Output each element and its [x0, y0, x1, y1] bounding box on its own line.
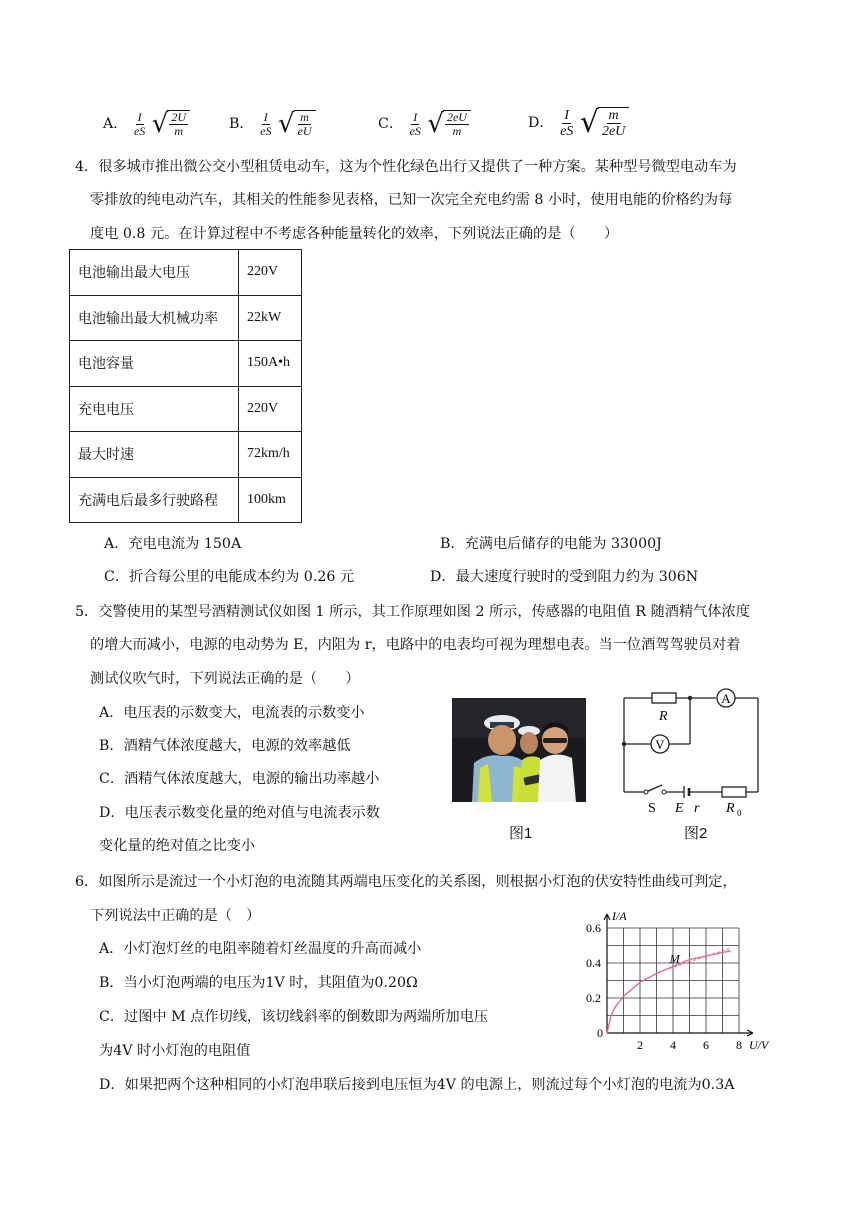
frac-num: I	[263, 109, 268, 124]
table-key: 充电电压	[70, 386, 239, 432]
rad-num: m	[300, 110, 309, 124]
q5-option-d: D．电压表示数变化量的绝对值与电流表示数	[99, 805, 380, 821]
option-label: A．	[103, 116, 128, 132]
q6-option-b: B．当小灯泡两端的电压为1V 时，其阻值为0.20Ω	[99, 975, 418, 991]
axes	[604, 914, 753, 1036]
frac-den: eS	[260, 123, 272, 138]
r0-subscript: 0	[737, 808, 742, 818]
point-m-label: M	[669, 951, 680, 966]
frac-den: eS	[409, 123, 421, 138]
table-key: 充满电后最多行驶路程	[70, 477, 239, 523]
resistor-r0	[722, 787, 746, 797]
q6-option-d: D．如果把两个这种相同的小灯泡串联后接到电压恒为4V 的电源上，则流过每个小灯泡的电流为0.3A	[99, 1077, 735, 1093]
sqrt-expr: √ $\frac{m}{eU}$	[278, 110, 316, 138]
fraction	[132, 111, 147, 138]
q4-option-a: A．充电电流为 150A	[104, 536, 242, 552]
x-tick-label: 8	[736, 1038, 742, 1052]
option-label: D．	[528, 115, 554, 131]
q5-option-d-cont: 变化量的绝对值之比变小	[99, 838, 256, 854]
q5-option-b: B．酒精气体浓度越大，电源的效率越低	[99, 738, 351, 754]
y-tick-label: 0.6	[586, 921, 601, 935]
y-tick-label: 0.2	[586, 991, 601, 1005]
frac-num: I	[564, 107, 570, 123]
origin-label: 0	[597, 1026, 603, 1040]
frac-num: I	[413, 109, 418, 124]
q3-option-c	[378, 110, 471, 138]
q6-option-c: C．过图中 M 点作切线，该切线斜率的倒数即为两端所加电压	[99, 1009, 489, 1025]
resistor-r	[652, 693, 676, 703]
table-value: 22kW	[239, 295, 302, 341]
y-tick-label: 0.4	[586, 956, 601, 970]
table-key: 最大时速	[70, 432, 239, 478]
frac-num: I	[137, 109, 142, 124]
fig1-caption: 图1	[509, 825, 533, 842]
ammeter-label: A	[721, 691, 731, 706]
breathalyzer-photo	[452, 698, 586, 802]
rad-den: m	[452, 124, 462, 138]
table-value: 220V	[239, 386, 302, 432]
frac-den: eS	[133, 123, 146, 138]
table-value: 220V	[239, 250, 302, 296]
r0-label: R	[726, 801, 735, 816]
q5-option-a: A．电压表的示数变大，电流表的示数变小	[99, 705, 365, 721]
sqrt-expr: √ $\frac{2eU}{m}$	[427, 110, 471, 138]
option-label: B．	[229, 116, 254, 132]
table-row	[70, 386, 302, 432]
rad-num: 2eU	[446, 110, 467, 124]
rad-den: eU	[297, 124, 312, 138]
rad-num: 2U	[171, 110, 187, 124]
voltmeter-label: V	[655, 737, 665, 752]
y-axis-label: I/A	[612, 909, 627, 923]
q4-option-c: C．折合每公里的电能成本约为 0.26 元	[104, 569, 355, 585]
frac-den: eS	[560, 123, 574, 139]
q3-option-d	[528, 107, 629, 139]
table-value: 100km	[239, 477, 302, 523]
x-tick-label: 2	[637, 1038, 643, 1052]
sqrt-expr: √ $\frac{m}{2eU}$	[580, 107, 629, 139]
q6-option-a: A．小灯泡灯丝的电阻率随着灯丝温度的升高而减小	[99, 941, 422, 957]
rad-num: m	[608, 108, 619, 123]
table-row	[70, 477, 302, 523]
q6-stem-line1: 6．如图所示是流过一个小灯泡的电流随其两端电压变化的关系图，则根据小灯泡的伏安特性曲线可判定，	[75, 874, 737, 890]
q5-stem-line3: 测试仪吹气时，下列说法正确的是（ ）	[90, 671, 360, 687]
table-row	[70, 341, 302, 387]
switch-label: S	[648, 801, 656, 816]
resistor-label: R	[659, 709, 668, 724]
internal-resistance-label: r	[694, 801, 700, 816]
table-key: 电池输出最大电压	[70, 250, 239, 296]
fraction	[408, 111, 423, 138]
sqrt-expr: √ $\frac{2U}{m}$	[152, 110, 190, 138]
rad-den: 2eU	[601, 124, 626, 139]
fraction	[258, 111, 273, 138]
q4-stem-line1: 4．很多城市推出微公交小型租赁电动车，这为个性化绿色出行又提供了一种方案。某种型号微型电动车为	[75, 159, 737, 175]
table-value: 72km/h	[239, 432, 302, 478]
table-value: 150A•h	[239, 341, 302, 387]
q5-option-c: C．酒精气体浓度越大，电源的输出功率越小	[99, 771, 380, 787]
q5-stem-line1: 5．交警使用的某型号酒精测试仪如图 1 所示，其工作原理如图 2 所示，传感器的电阻值 R 随酒精气体浓度	[75, 604, 750, 620]
q3-option-b	[229, 110, 316, 138]
table-key: 电池输出最大机械功率	[70, 295, 239, 341]
x-tick-label: 6	[703, 1038, 709, 1052]
spec-table	[69, 249, 302, 523]
x-axis-label: U/V	[749, 1038, 769, 1052]
option-label: C．	[378, 116, 404, 132]
x-tick-label: 4	[670, 1038, 676, 1052]
fig2-caption: 图2	[684, 825, 708, 842]
table-key: 电池容量	[70, 341, 239, 387]
switch-s	[646, 785, 662, 792]
q4-option-d: D．最大速度行驶时的受到阻力约为 306N	[430, 569, 699, 585]
table-row	[70, 295, 302, 341]
q4-stem-line2: 零排放的纯电动汽车，其相关的性能参见表格，已知一次完全充电约需 8 小时，使用电能的价格约为每	[90, 192, 733, 208]
iv-curve-chart	[555, 905, 770, 1055]
q6-stem-line2: 下列说法中正确的是（ ）	[90, 908, 261, 924]
circuit-diagram	[612, 686, 772, 820]
fraction	[558, 108, 575, 139]
q4-option-b: B．充满电后储存的电能为 33000J	[440, 536, 662, 552]
q4-stem-line3: 度电 0.8 元。在计算过程中不考虑各种能量转化的效率，下列说法正确的是（ ）	[90, 226, 619, 242]
table-row	[70, 432, 302, 478]
rad-den: m	[174, 124, 184, 138]
table-row	[70, 250, 302, 296]
q6-option-c-cont: 为4V 时小灯泡的电阻值	[99, 1043, 251, 1059]
q5-stem-line2: 的增大而减小，电源的电动势为 E，内阻为 r，电路中的电表均可视为理想电表。当一位酒驾驾驶员对着	[90, 637, 741, 653]
emf-label: E	[675, 801, 684, 816]
q3-option-a	[103, 110, 190, 138]
